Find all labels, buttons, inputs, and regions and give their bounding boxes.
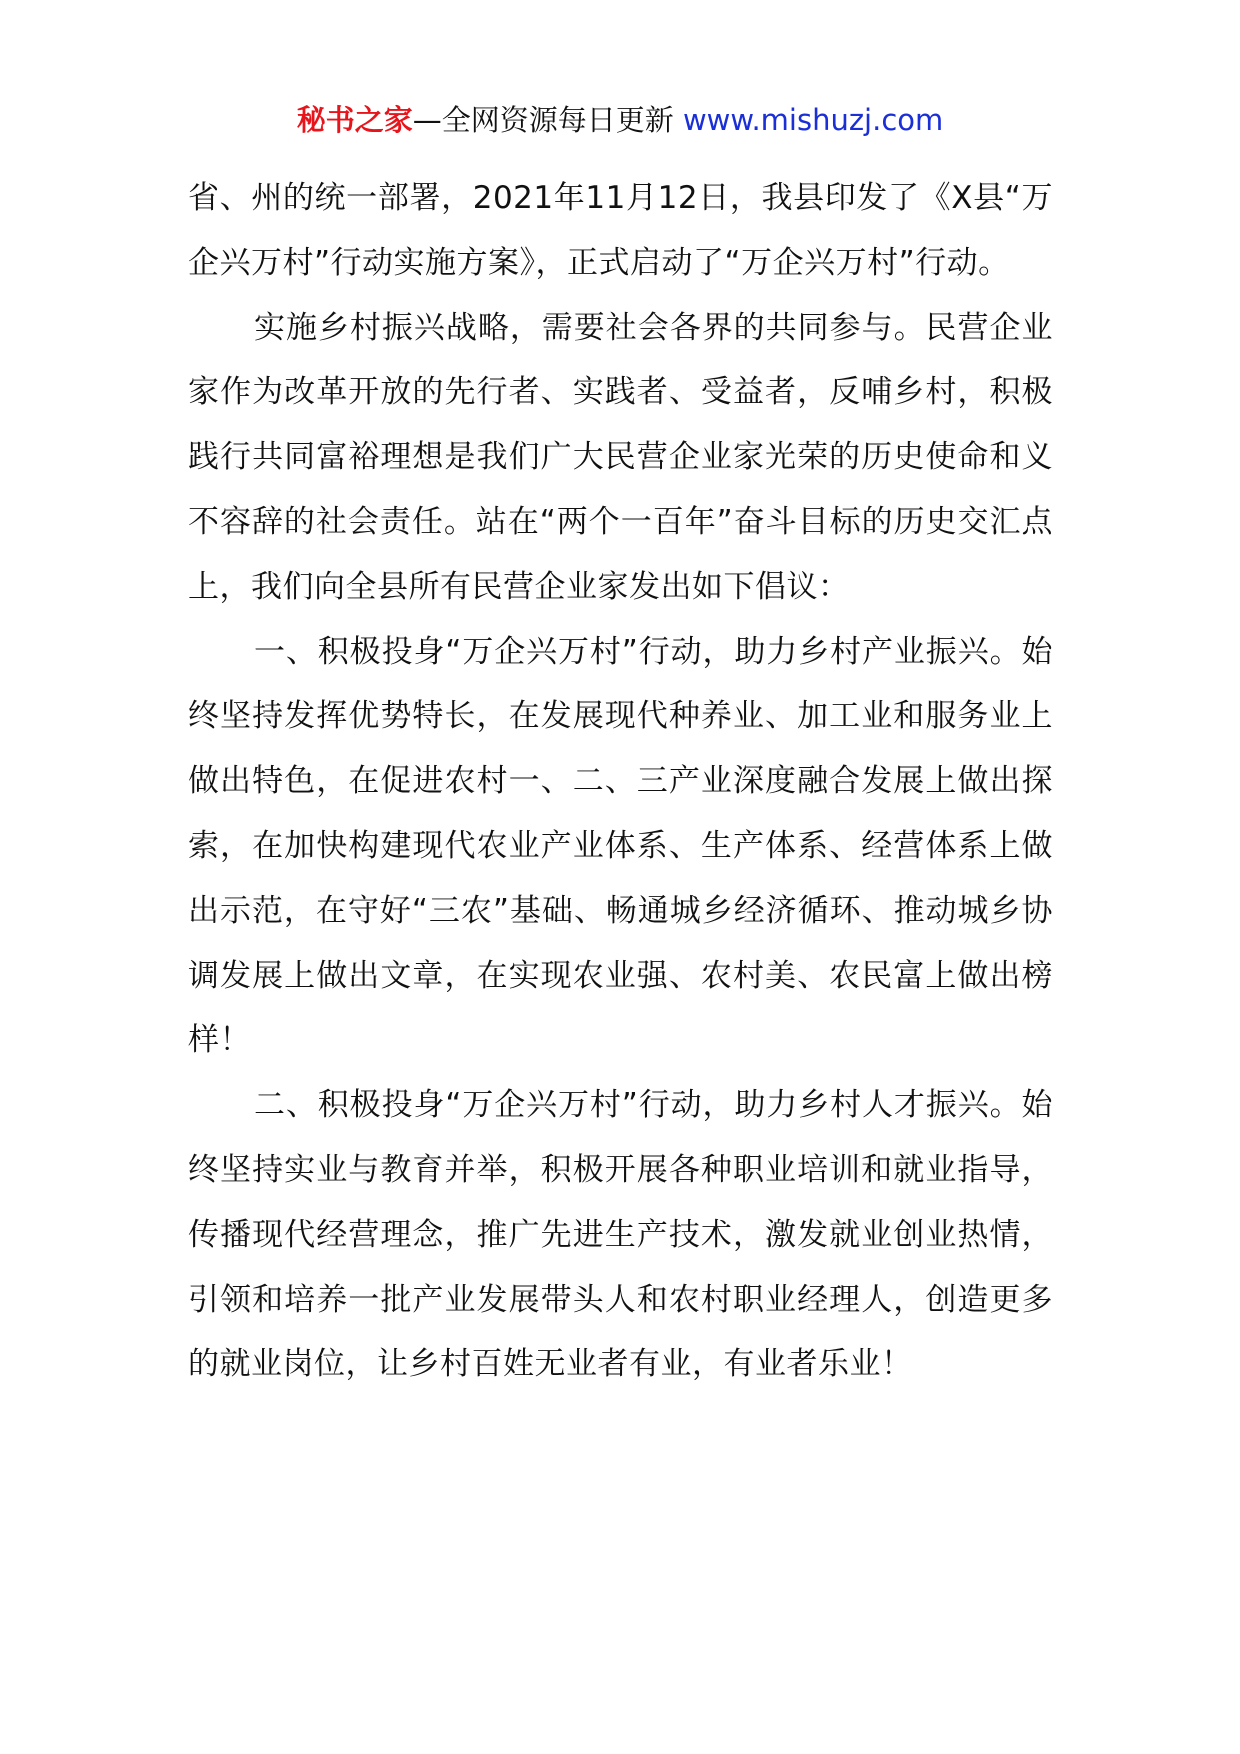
site-header <box>0 100 1240 140</box>
document-body <box>188 166 1053 1397</box>
site-url-link[interactable]: www.mishuzj.com <box>682 103 944 137</box>
header-tagline: —全网资源每日更新 <box>412 103 674 137</box>
paragraph-talent-revitalization: 二、积极投身“万企兴万村”行动，助力乡村人才振兴。始终坚持实业与教育并举，积极开展各种职业培训和就业指导，传播现代经营理念，推广先进生产技术，激发就业创业热情，引领和培养一批产业发展带头人和农村职业经理人，创造更多的就业岗位，让乡村百姓无业者有业，有业者乐业！ <box>188 1087 1053 1383</box>
paragraph-industry-revitalization: 一、积极投身“万企兴万村”行动，助力乡村产业振兴。始终坚持发挥优势特长，在发展现代种养业、加工业和服务业上做出特色，在促进农村一、二、三产业深度融合发展上做出探索，在加快构建现代农业产业体系、生产体系、经营体系上做出示范，在守好“三农”基础、畅通城乡经济循环、推动城乡协调发展上做出文章，在实现农业强、农村美、农民富上做出榜样！ <box>188 633 1053 1059</box>
paragraph-continuation: 省、州的统一部署，2021年11月12日，我县印发了《X县“万企兴万村”行动实施方案》，正式启动了“万企兴万村”行动。 <box>188 180 1053 281</box>
paragraph-initiative-intro: 实施乡村振兴战略，需要社会各界的共同参与。民营企业家作为改革开放的先行者、实践者、受益者，反哺乡村，积极践行共同富裕理想是我们广大民营企业家光荣的历史使命和义不容辞的社会责任。站在“两个一百年”奋斗目标的历史交汇点上，我们向全县所有民营企业家发出如下倡议： <box>188 309 1053 605</box>
brand-name: 秘书之家 <box>296 103 413 137</box>
